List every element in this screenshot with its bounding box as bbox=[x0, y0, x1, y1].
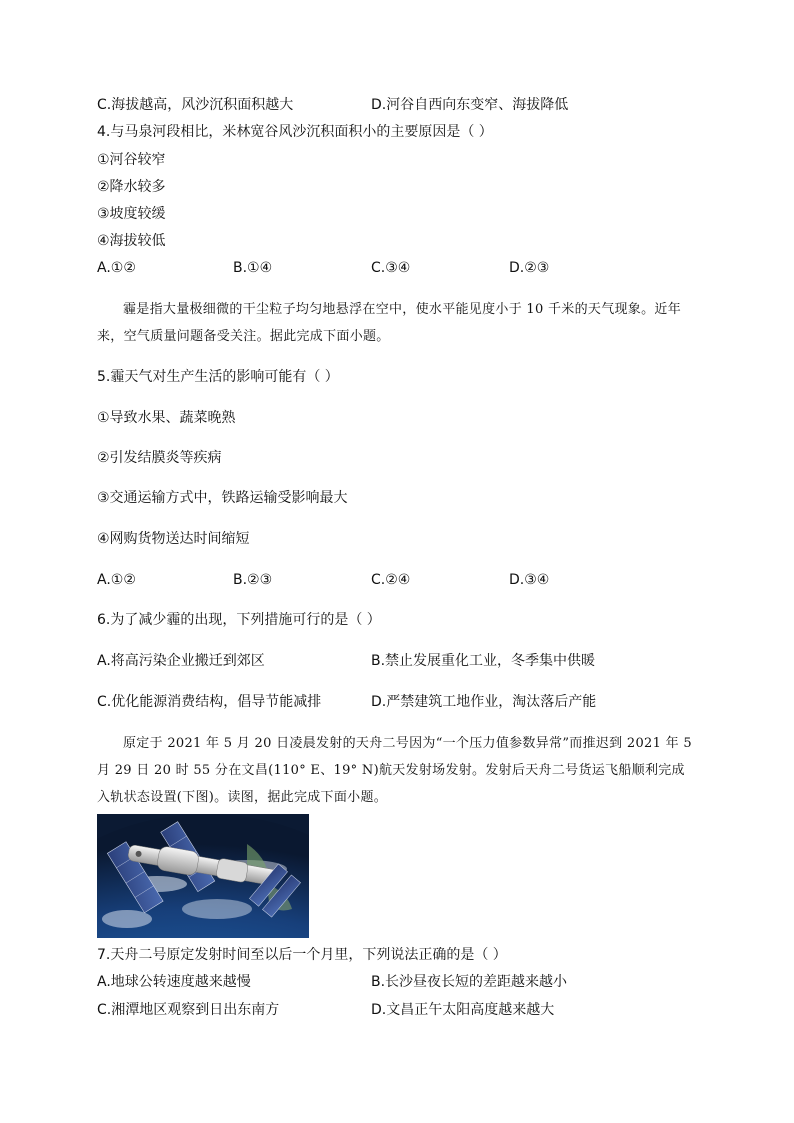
q4-stem: 4.与马泉河段相比，米林宽谷风沙沉积面积小的主要原因是（ ） bbox=[97, 124, 493, 140]
q7-option-a: A.地球公转速度越来越慢 bbox=[97, 974, 251, 990]
q5-option-d: D.③④ bbox=[509, 572, 550, 588]
q5-item-2: ②引发结膜炎等疾病 bbox=[97, 450, 222, 466]
q7-option-b: B.长沙昼夜长短的差距越来越小 bbox=[371, 974, 568, 990]
q6-option-b: B.禁止发展重化工业，冬季集中供暖 bbox=[371, 653, 596, 669]
q7-option-c: C.湘潭地区观察到日出东南方 bbox=[97, 1002, 280, 1018]
q5-item-4: ④网购货物送达时间缩短 bbox=[97, 531, 250, 547]
q5-option-c: C.②④ bbox=[371, 572, 411, 588]
q6-stem: 6.为了减少霾的出现，下列措施可行的是（ ） bbox=[97, 612, 381, 628]
q6-option-c: C.优化能源消费结构，倡导节能减排 bbox=[97, 694, 322, 710]
q5-item-1: ①导致水果、蔬菜晚熟 bbox=[97, 410, 236, 426]
q4-item-4: ④海拔较低 bbox=[97, 233, 166, 249]
q6-option-d: D.严禁建筑工地作业，淘汰落后产能 bbox=[371, 694, 597, 710]
q4-option-b: B.①④ bbox=[233, 260, 273, 276]
q4-option-d: D.②③ bbox=[509, 260, 550, 276]
passage-tianzhou-text: 原定于 2021 年 5 月 20 日凌晨发射的天舟二号因为“一个压力值参数异常”而推迟到 2021 年 5 月 29 日 20 时 55 分在文昌(110° E、19° N)航天发射场发射。发射后天舟二号货运飞船顺利完成入轨状态设置(下图)。读图，据此完成下面小题。 bbox=[97, 736, 692, 805]
q3-option-c: C.海拔越高，风沙沉积面积越大 bbox=[97, 97, 294, 113]
q4-item-3: ③坡度较缓 bbox=[97, 206, 166, 222]
q5-item-3: ③交通运输方式中，铁路运输受影响最大 bbox=[97, 490, 348, 506]
passage-tianzhou bbox=[97, 730, 695, 811]
q4-option-a: A.①② bbox=[97, 260, 136, 276]
q7-stem: 7.天舟二号原定发射时间至以后一个月里，下列说法正确的是（ ） bbox=[97, 947, 507, 963]
q3-option-d: D.河谷自西向东变窄、海拔降低 bbox=[371, 97, 569, 113]
q6-option-a: A.将高污染企业搬迁到郊区 bbox=[97, 653, 265, 669]
q7-option-d: D.文昌正午太阳高度越来越大 bbox=[371, 1002, 555, 1018]
q4-item-2: ②降水较多 bbox=[97, 179, 166, 195]
q5-option-a: A.①② bbox=[97, 572, 136, 588]
q5-stem: 5.霾天气对生产生活的影响可能有（ ） bbox=[97, 369, 339, 385]
passage-haze bbox=[97, 296, 695, 350]
q4-item-1: ①河谷较窄 bbox=[97, 152, 166, 168]
passage-haze-text: 霾是指大量极细微的干尘粒子均匀地悬浮在空中，使水平能见度小于 10 千米的天气现象。近年来，空气质量问题备受关注。据此完成下面小题。 bbox=[97, 302, 682, 344]
q4-option-c: C.③④ bbox=[371, 260, 411, 276]
spacecraft-over-earth-image bbox=[97, 814, 309, 938]
q5-option-b: B.②③ bbox=[233, 572, 273, 588]
spacecraft-illustration bbox=[97, 814, 309, 938]
